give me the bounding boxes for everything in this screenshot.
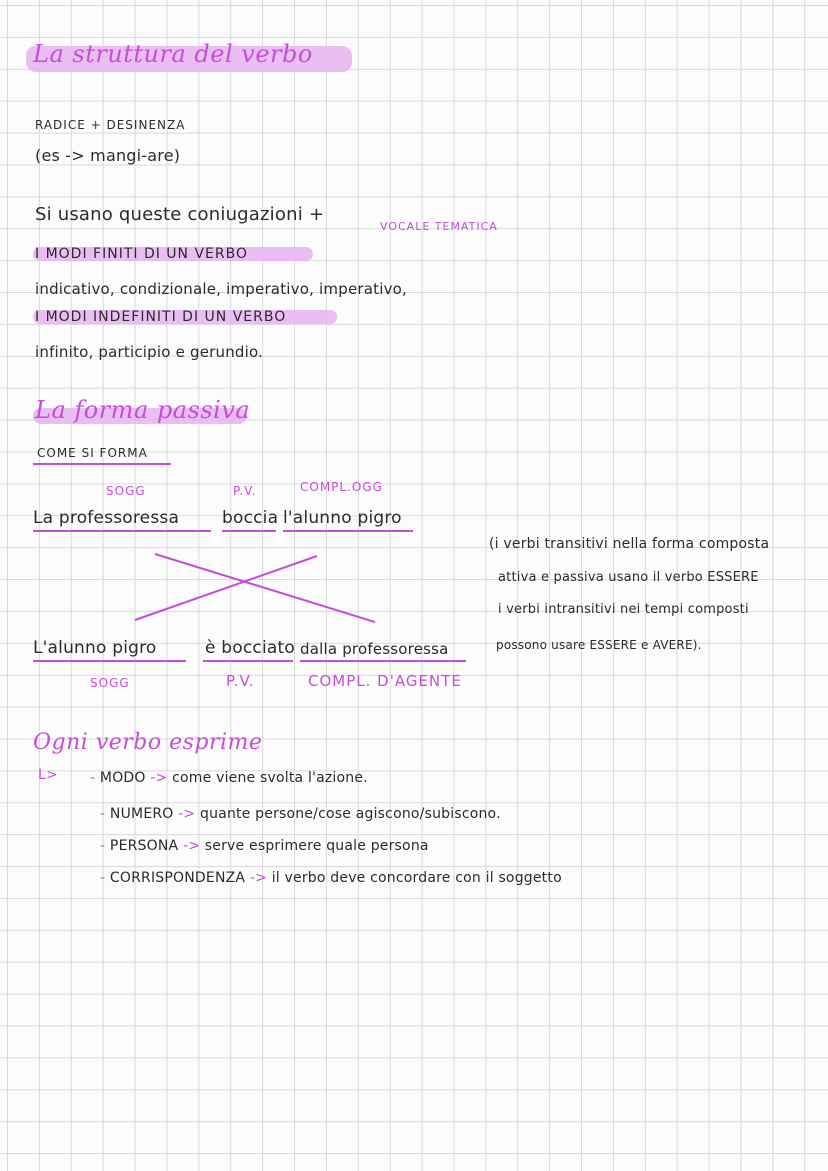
list-item-numero (100, 806, 501, 822)
item-key: NUMERO (109, 806, 174, 822)
right-arrow-icon: -> (249, 870, 268, 886)
passive-subject: L'alunno pigro (33, 638, 157, 658)
passive-verb: è bocciato (205, 638, 295, 658)
passive-verb-underline (203, 660, 293, 662)
item-text: quante persone/cose agiscono/subiscono. (200, 806, 501, 822)
passive-label-compl: COMPL. D'AGENTE (308, 672, 462, 690)
list-item-corrispondenza (100, 870, 562, 886)
modi-finiti-heading: I MODI FINITI DI UN VERBO (35, 246, 249, 262)
passive-label-sogg: SOGG (90, 676, 130, 690)
note-line-1: (i verbi transitivi nella forma composta (489, 536, 770, 552)
active-label-sogg: SOGG (106, 484, 146, 498)
right-arrow-icon: -> (182, 838, 201, 854)
right-arrow-icon: -> (150, 770, 168, 786)
active-object-underline (283, 530, 413, 532)
passive-agent: dalla professoressa (300, 640, 449, 658)
active-label-pv: P.V. (233, 484, 257, 498)
bullet-icon: - (100, 870, 106, 886)
vocale-tematica-tag: VOCALE TEMATICA (380, 220, 498, 233)
active-subject-underline (33, 530, 211, 532)
right-arrow-icon: -> (178, 806, 196, 822)
radice-line: RADICE + DESINENZA (35, 118, 186, 132)
note-line-2: attiva e passiva usano il verbo ESSERE (498, 570, 759, 585)
list-item-persona (100, 838, 429, 854)
example-line: (es -> mangi-are) (35, 146, 181, 165)
bullet-icon: - (100, 806, 106, 822)
passive-subject-underline (33, 660, 186, 662)
section-title-passiva: La forma passiva (35, 396, 251, 424)
modi-indefiniti-list: infinito, participio e gerundio. (35, 343, 264, 361)
item-key: PERSONA (109, 838, 179, 854)
active-object: l'alunno pigro (283, 508, 402, 528)
active-verb: boccia (222, 508, 279, 528)
item-text: come viene svolta l'azione. (172, 770, 368, 786)
modi-indefiniti-heading: I MODI INDEFINITI DI UN VERBO (35, 309, 287, 325)
item-key: MODO (99, 770, 146, 786)
cross-arrows (125, 548, 375, 628)
section-title-struttura: La struttura del verbo (33, 40, 313, 68)
item-text: serve esprimere quale persona (204, 838, 429, 854)
passive-agent-underline (300, 660, 466, 662)
active-subject: La professoressa (33, 508, 180, 528)
item-text: il verbo deve concordare con il soggetto (271, 870, 562, 886)
section-title-ogni-verbo: Ogni verbo esprime (33, 730, 263, 755)
come-si-forma-underline (33, 463, 171, 465)
passive-label-pv: P.V. (226, 672, 255, 690)
active-label-compl: COMPL.OGG (300, 480, 383, 494)
coniugazioni-text: Si usano queste coniugazioni + (35, 204, 325, 225)
note-line-3: i verbi intransitivi nei tempi composti (498, 602, 749, 617)
item-key: CORRISPONDENZA (109, 870, 246, 886)
arrow-icon: L> (38, 767, 58, 783)
list-item-modo (90, 770, 368, 786)
come-si-forma: COME SI FORMA (37, 446, 148, 460)
active-verb-underline (222, 530, 276, 532)
bullet-icon: - (90, 770, 96, 786)
bullet-icon: - (100, 838, 106, 854)
note-line-4: possono usare ESSERE e AVERE). (496, 638, 702, 652)
modi-finiti-list: indicativo, condizionale, imperativo, imperativo, (35, 280, 407, 298)
